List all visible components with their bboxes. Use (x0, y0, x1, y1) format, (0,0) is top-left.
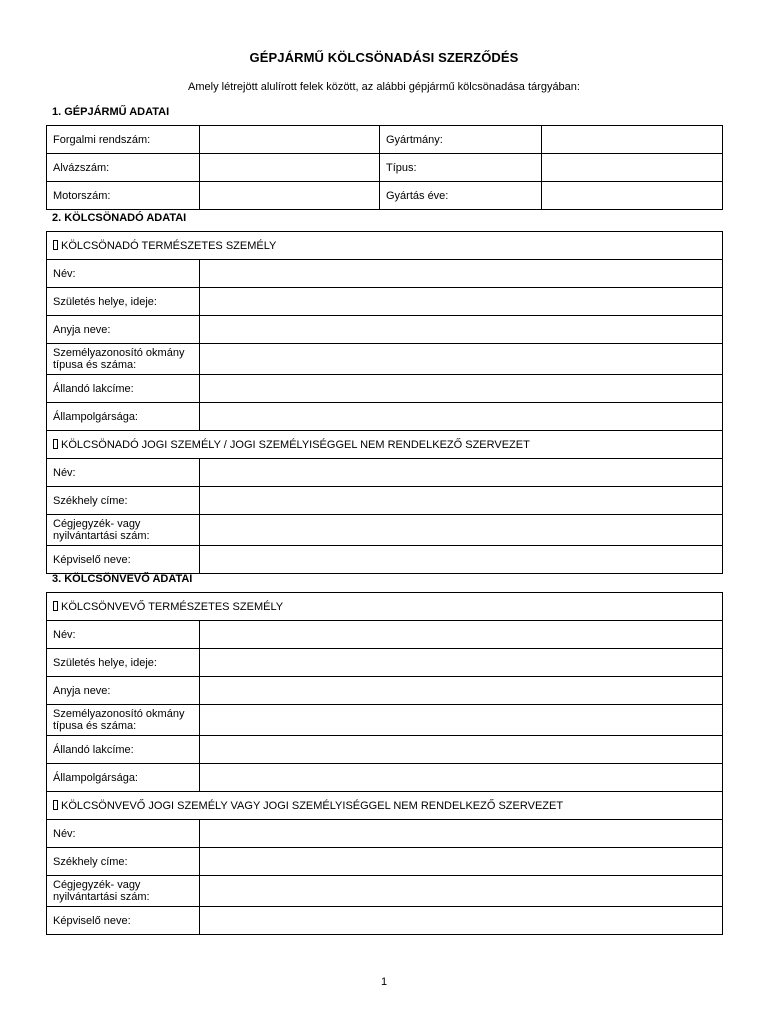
option-label: KÖLCSÖNADÓ JOGI SZEMÉLY / JOGI SZEMÉLYISÉGGEL NEM RENDELKEZŐ SZERVEZET (61, 438, 530, 451)
option-row (47, 431, 723, 459)
field-label: Állampolgársága: (47, 403, 200, 431)
field-label: Név: (47, 621, 200, 649)
table-row (47, 260, 723, 288)
table-row (47, 649, 723, 677)
borrower-registration-number-field[interactable] (200, 876, 723, 907)
table-row (47, 515, 723, 546)
table-row (47, 736, 723, 764)
table-row (47, 288, 723, 316)
lender-natural-person-option[interactable] (47, 232, 723, 260)
table-row (47, 705, 723, 736)
table-row (47, 848, 723, 876)
borrower-birth-field[interactable] (200, 649, 723, 677)
table-row (47, 403, 723, 431)
field-label: Név: (47, 260, 200, 288)
field-label: Gyártmány: (380, 126, 542, 154)
field-label: Személyazonosító okmány típusa és száma: (47, 705, 200, 736)
lender-address-field[interactable] (200, 375, 723, 403)
table-row (47, 154, 723, 182)
table-row (47, 316, 723, 344)
option-row (47, 593, 723, 621)
table-row (47, 820, 723, 848)
table-row (47, 182, 723, 210)
field-label: Cégjegyzék- vagy nyilvántartási szám: (47, 515, 200, 546)
field-label: Születés helye, ideje: (47, 649, 200, 677)
checkbox-icon[interactable] (53, 439, 58, 449)
borrower-representative-field[interactable] (200, 907, 723, 935)
lender-citizenship-field[interactable] (200, 403, 723, 431)
model-field[interactable] (542, 154, 723, 182)
borrower-address-field[interactable] (200, 736, 723, 764)
checkbox-icon[interactable] (53, 800, 58, 810)
section-heading-borrower: 3. KÖLCSÖNVEVŐ ADATAI (52, 573, 193, 585)
field-label: Cégjegyzék- vagy nyilvántartási szám: (47, 876, 200, 907)
table-row (47, 907, 723, 935)
field-label: Állandó lakcíme: (47, 375, 200, 403)
borrower-citizenship-field[interactable] (200, 764, 723, 792)
table-row (47, 487, 723, 515)
borrower-mother-name-field[interactable] (200, 677, 723, 705)
option-label: KÖLCSÖNADÓ TERMÉSZETES SZEMÉLY (61, 239, 277, 252)
field-label: Székhely címe: (47, 487, 200, 515)
lender-id-document-field[interactable] (200, 344, 723, 375)
checkbox-icon[interactable] (53, 601, 58, 611)
table-row (47, 764, 723, 792)
manufacture-year-field[interactable] (542, 182, 723, 210)
engine-number-field[interactable] (200, 182, 380, 210)
field-label: Név: (47, 820, 200, 848)
field-label: Alvázszám: (47, 154, 200, 182)
checkbox-icon[interactable] (53, 240, 58, 250)
field-label: Motorszám: (47, 182, 200, 210)
borrower-entity-name-field[interactable] (200, 820, 723, 848)
make-field[interactable] (542, 126, 723, 154)
borrower-natural-person-option[interactable] (47, 593, 723, 621)
field-label: Székhely címe: (47, 848, 200, 876)
lender-registration-number-field[interactable] (200, 515, 723, 546)
table-row (47, 677, 723, 705)
field-label: Anyja neve: (47, 677, 200, 705)
field-label: Forgalmi rendszám: (47, 126, 200, 154)
table-row (47, 876, 723, 907)
borrower-seat-address-field[interactable] (200, 848, 723, 876)
lender-seat-address-field[interactable] (200, 487, 723, 515)
lender-name-field[interactable] (200, 260, 723, 288)
table-row (47, 621, 723, 649)
borrower-id-document-field[interactable] (200, 705, 723, 736)
document-subtitle: Amely létrejött alulírott felek között, az alábbi gépjármű kölcsönadása tárgyában: (188, 81, 580, 93)
field-label: Gyártás éve: (380, 182, 542, 210)
lender-mother-name-field[interactable] (200, 316, 723, 344)
lender-entity-name-field[interactable] (200, 459, 723, 487)
option-row (47, 792, 723, 820)
option-label: KÖLCSÖNVEVŐ JOGI SZEMÉLY VAGY JOGI SZEMÉLYISÉGGEL NEM RENDELKEZŐ SZERVEZET (61, 799, 564, 812)
lender-data-table (46, 231, 723, 574)
option-label: KÖLCSÖNVEVŐ TERMÉSZETES SZEMÉLY (61, 600, 284, 613)
borrower-name-field[interactable] (200, 621, 723, 649)
borrower-data-table (46, 592, 723, 935)
section-heading-lender: 2. KÖLCSÖNADÓ ADATAI (52, 212, 187, 224)
table-row (47, 459, 723, 487)
lender-legal-entity-option[interactable] (47, 431, 723, 459)
vehicle-data-table (46, 125, 723, 210)
field-label: Anyja neve: (47, 316, 200, 344)
chassis-number-field[interactable] (200, 154, 380, 182)
field-label: Állandó lakcíme: (47, 736, 200, 764)
field-label: Személyazonosító okmány típusa és száma: (47, 344, 200, 375)
table-row (47, 126, 723, 154)
field-label: Képviselő neve: (47, 546, 200, 574)
field-label: Típus: (380, 154, 542, 182)
field-label: Állampolgársága: (47, 764, 200, 792)
lender-birth-field[interactable] (200, 288, 723, 316)
lender-representative-field[interactable] (200, 546, 723, 574)
table-row (47, 344, 723, 375)
borrower-legal-entity-option[interactable] (47, 792, 723, 820)
section-heading-vehicle: 1. GÉPJÁRMŰ ADATAI (52, 106, 170, 118)
table-row (47, 375, 723, 403)
field-label: Név: (47, 459, 200, 487)
field-label: Képviselő neve: (47, 907, 200, 935)
page-number: 1 (380, 976, 388, 988)
document-title: GÉPJÁRMŰ KÖLCSÖNADÁSI SZERZŐDÉS (249, 50, 519, 65)
field-label: Születés helye, ideje: (47, 288, 200, 316)
table-row (47, 546, 723, 574)
license-plate-field[interactable] (200, 126, 380, 154)
option-row (47, 232, 723, 260)
